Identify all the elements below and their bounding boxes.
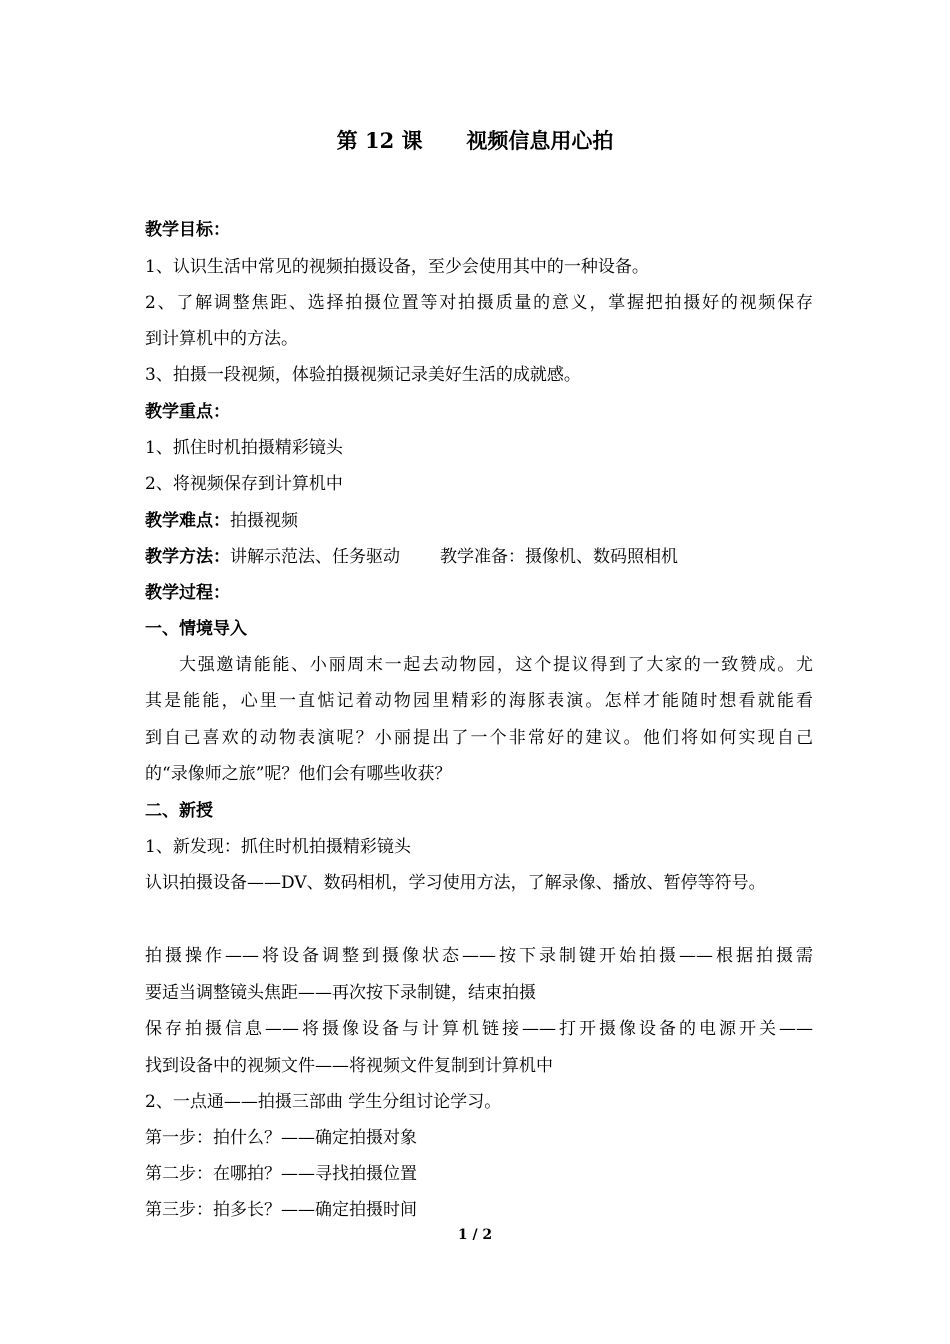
difficulty-label: 教学难点： <box>145 511 230 531</box>
section2-line: 保存拍摄信息——将摄像设备与计算机链接——打开摄像设备的电源开关—— <box>145 1019 813 1039</box>
objective-line: 2、了解调整焦距、选择拍摄位置等对拍摄质量的意义，掌握把拍摄好的视频保存 <box>145 293 813 313</box>
objectives-heading: 教学目标： <box>145 220 230 240</box>
section2-line: 第二步：在哪拍？——寻找拍摄位置 <box>145 1164 417 1184</box>
section2-line: 第一步：拍什么？——确定拍摄对象 <box>145 1128 417 1148</box>
difficulty-value: 拍摄视频 <box>230 511 298 531</box>
section2-line: 1、新发现：抓住时机拍摄精彩镜头 <box>145 837 411 857</box>
method-prep-row <box>145 544 813 570</box>
prep-label: 教学准备： <box>440 547 525 567</box>
section2-line: 2、一点通——拍摄三部曲 学生分组讨论学习。 <box>145 1092 502 1112</box>
key-point-line: 1、抓住时机拍摄精彩镜头 <box>145 438 343 458</box>
section1-line: 到自己喜欢的动物表演呢？小丽提出了一个非常好的建议。他们将如何实现自己 <box>145 728 813 748</box>
section1-line: 大强邀请能能、小丽周末一起去动物园，这个提议得到了大家的一致赞成。尤 <box>179 655 813 675</box>
objective-line: 到计算机中的方法。 <box>145 329 298 349</box>
method-value: 讲解示范法、任务驱动 <box>230 547 400 567</box>
method-label: 教学方法： <box>145 547 230 567</box>
section2-line: 认识拍摄设备——DV、数码相机，学习使用方法，了解录像、播放、暂停等符号。 <box>145 873 766 893</box>
objective-line: 3、拍摄一段视频，体验拍摄视频记录美好生活的成就感。 <box>145 365 581 385</box>
section2-heading: 二、新授 <box>145 801 213 821</box>
prep-value: 摄像机、数码照相机 <box>525 547 678 567</box>
page-title: 第 12 课 视频信息用心拍 <box>336 128 614 153</box>
process-heading: 教学过程： <box>145 583 230 603</box>
section2-line: 拍摄操作——将设备调整到摄像状态——按下录制键开始拍摄——根据拍摄需 <box>145 946 813 966</box>
section1-heading: 一、情境导入 <box>145 619 247 639</box>
section2-line: 找到设备中的视频文件——将视频文件复制到计算机中 <box>145 1056 553 1076</box>
section1-line: 的“录像师之旅”呢？他们会有哪些收获？ <box>145 764 452 784</box>
objective-line: 1、认识生活中常见的视频拍摄设备，至少会使用其中的一种设备。 <box>145 257 649 277</box>
section1-line: 其是能能，心里一直惦记着动物园里精彩的海豚表演。怎样才能随时想看就能看 <box>145 691 813 711</box>
difficulty-row <box>145 508 813 534</box>
page-number: 1 / 2 <box>457 1227 493 1243</box>
section2-line: 第三步：拍多长？——确定拍摄时间 <box>145 1200 417 1220</box>
key-points-heading: 教学重点： <box>145 402 230 422</box>
key-point-line: 2、将视频保存到计算机中 <box>145 474 343 494</box>
section2-line: 要适当调整镜头焦距——再次按下录制键，结束拍摄 <box>145 983 536 1003</box>
